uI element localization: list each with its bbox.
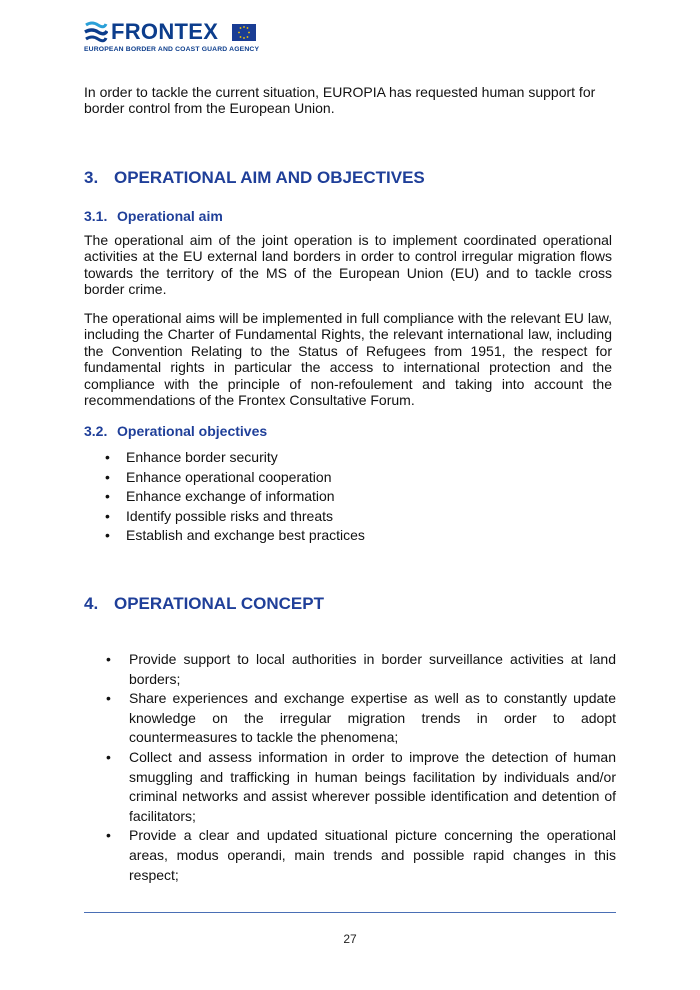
subsection-3-1-number: 3.1. (84, 208, 108, 224)
objective-text: Enhance exchange of information (126, 488, 335, 505)
subsection-3-1-title: Operational aim (117, 208, 223, 224)
operational-aim-paragraph-1-block (84, 232, 612, 298)
objectives-list (84, 448, 365, 546)
list-item (84, 689, 616, 748)
objective-text: Identify possible risks and threats (126, 507, 333, 524)
footer-divider (84, 912, 616, 913)
page-number: 27 (343, 932, 357, 946)
bullet-icon: • (106, 827, 111, 844)
operational-aim-paragraph-2-block (84, 310, 612, 408)
operational-concept-list (84, 650, 616, 885)
bullet-icon: • (105, 488, 110, 505)
eu-flag-icon (232, 24, 256, 41)
section-4-title: OPERATIONAL CONCEPT (114, 594, 324, 613)
list-item (84, 650, 616, 689)
section-4-number: 4. (84, 594, 99, 613)
concept-text: Share experiences and exchange expertise as well as to constantly update knowledge on the irregular migration trends in order to adopt countermeasures to tackle the phenomena; (129, 690, 616, 746)
objective-text: Enhance border security (126, 449, 278, 465)
intro-paragraph: In order to tackle the current situation, EUROPIA has requested human support for border control from the European Union. (84, 84, 596, 117)
operational-aim-paragraph-1: The operational aim of the joint operation is to implement coordinated operational activities at the EU external land borders in order to control irregular migration flows towards the territory of the MS of the European Union (EU) and to tackle cross border crime. (84, 232, 612, 298)
section-3-heading (84, 168, 425, 188)
concept-text: Provide support to local authorities in border surveillance activities at land borders; (129, 651, 616, 687)
list-item (84, 526, 365, 546)
list-item (84, 468, 365, 488)
section-4-heading (84, 594, 324, 614)
list-item (84, 507, 365, 527)
subsection-3-2-title: Operational objectives (117, 423, 268, 439)
bullet-icon: • (105, 527, 110, 544)
section-3-number: 3. (84, 168, 99, 187)
bullet-icon: • (105, 468, 110, 485)
bullet-icon: • (106, 748, 111, 765)
section-3-title: OPERATIONAL AIM AND OBJECTIVES (114, 168, 425, 187)
bullet-icon: • (106, 651, 111, 667)
list-item (84, 487, 365, 507)
list-item (84, 748, 616, 826)
objective-text: Enhance operational cooperation (126, 468, 332, 485)
concept-text: Collect and assess information in order to improve the detection of human smuggling and trafficking in human beings facilitation by individuals and/or criminal networks and assist wherever possible identification and detention of facilitators; (129, 748, 616, 824)
logo-subtitle: EUROPEAN BORDER AND COAST GUARD AGENCY (84, 46, 260, 53)
subsection-3-2-heading (84, 423, 267, 439)
objective-text: Establish and exchange best practices (126, 527, 365, 544)
bullet-icon: • (106, 690, 111, 707)
subsection-3-1-heading (84, 208, 223, 224)
logo-wordmark: FRONTEX (111, 19, 219, 44)
bullet-icon: • (105, 449, 110, 465)
subsection-3-2-number: 3.2. (84, 423, 108, 439)
list-item (84, 826, 616, 885)
concept-text: Provide a clear and updated situational picture concerning the operational areas, modus operandi, main trends and possible rapid changes in this respect; (129, 827, 616, 883)
intro-block (84, 84, 612, 117)
frontex-logo (84, 21, 284, 55)
list-item (84, 448, 365, 468)
operational-aim-paragraph-2: The operational aims will be implemented in full compliance with the relevant EU law, including the Charter of Fundamental Rights, the relevant international law, including the Convention Relating to the Status of Refugees from 1951, the respect for fundamental rights in particular the access to international protection and the compliance with the principle of non-refoulement and taking into account the recommendations of the Frontex Consultative Forum. (84, 310, 612, 409)
bullet-icon: • (105, 507, 110, 524)
frontex-wave-icon (84, 21, 108, 43)
